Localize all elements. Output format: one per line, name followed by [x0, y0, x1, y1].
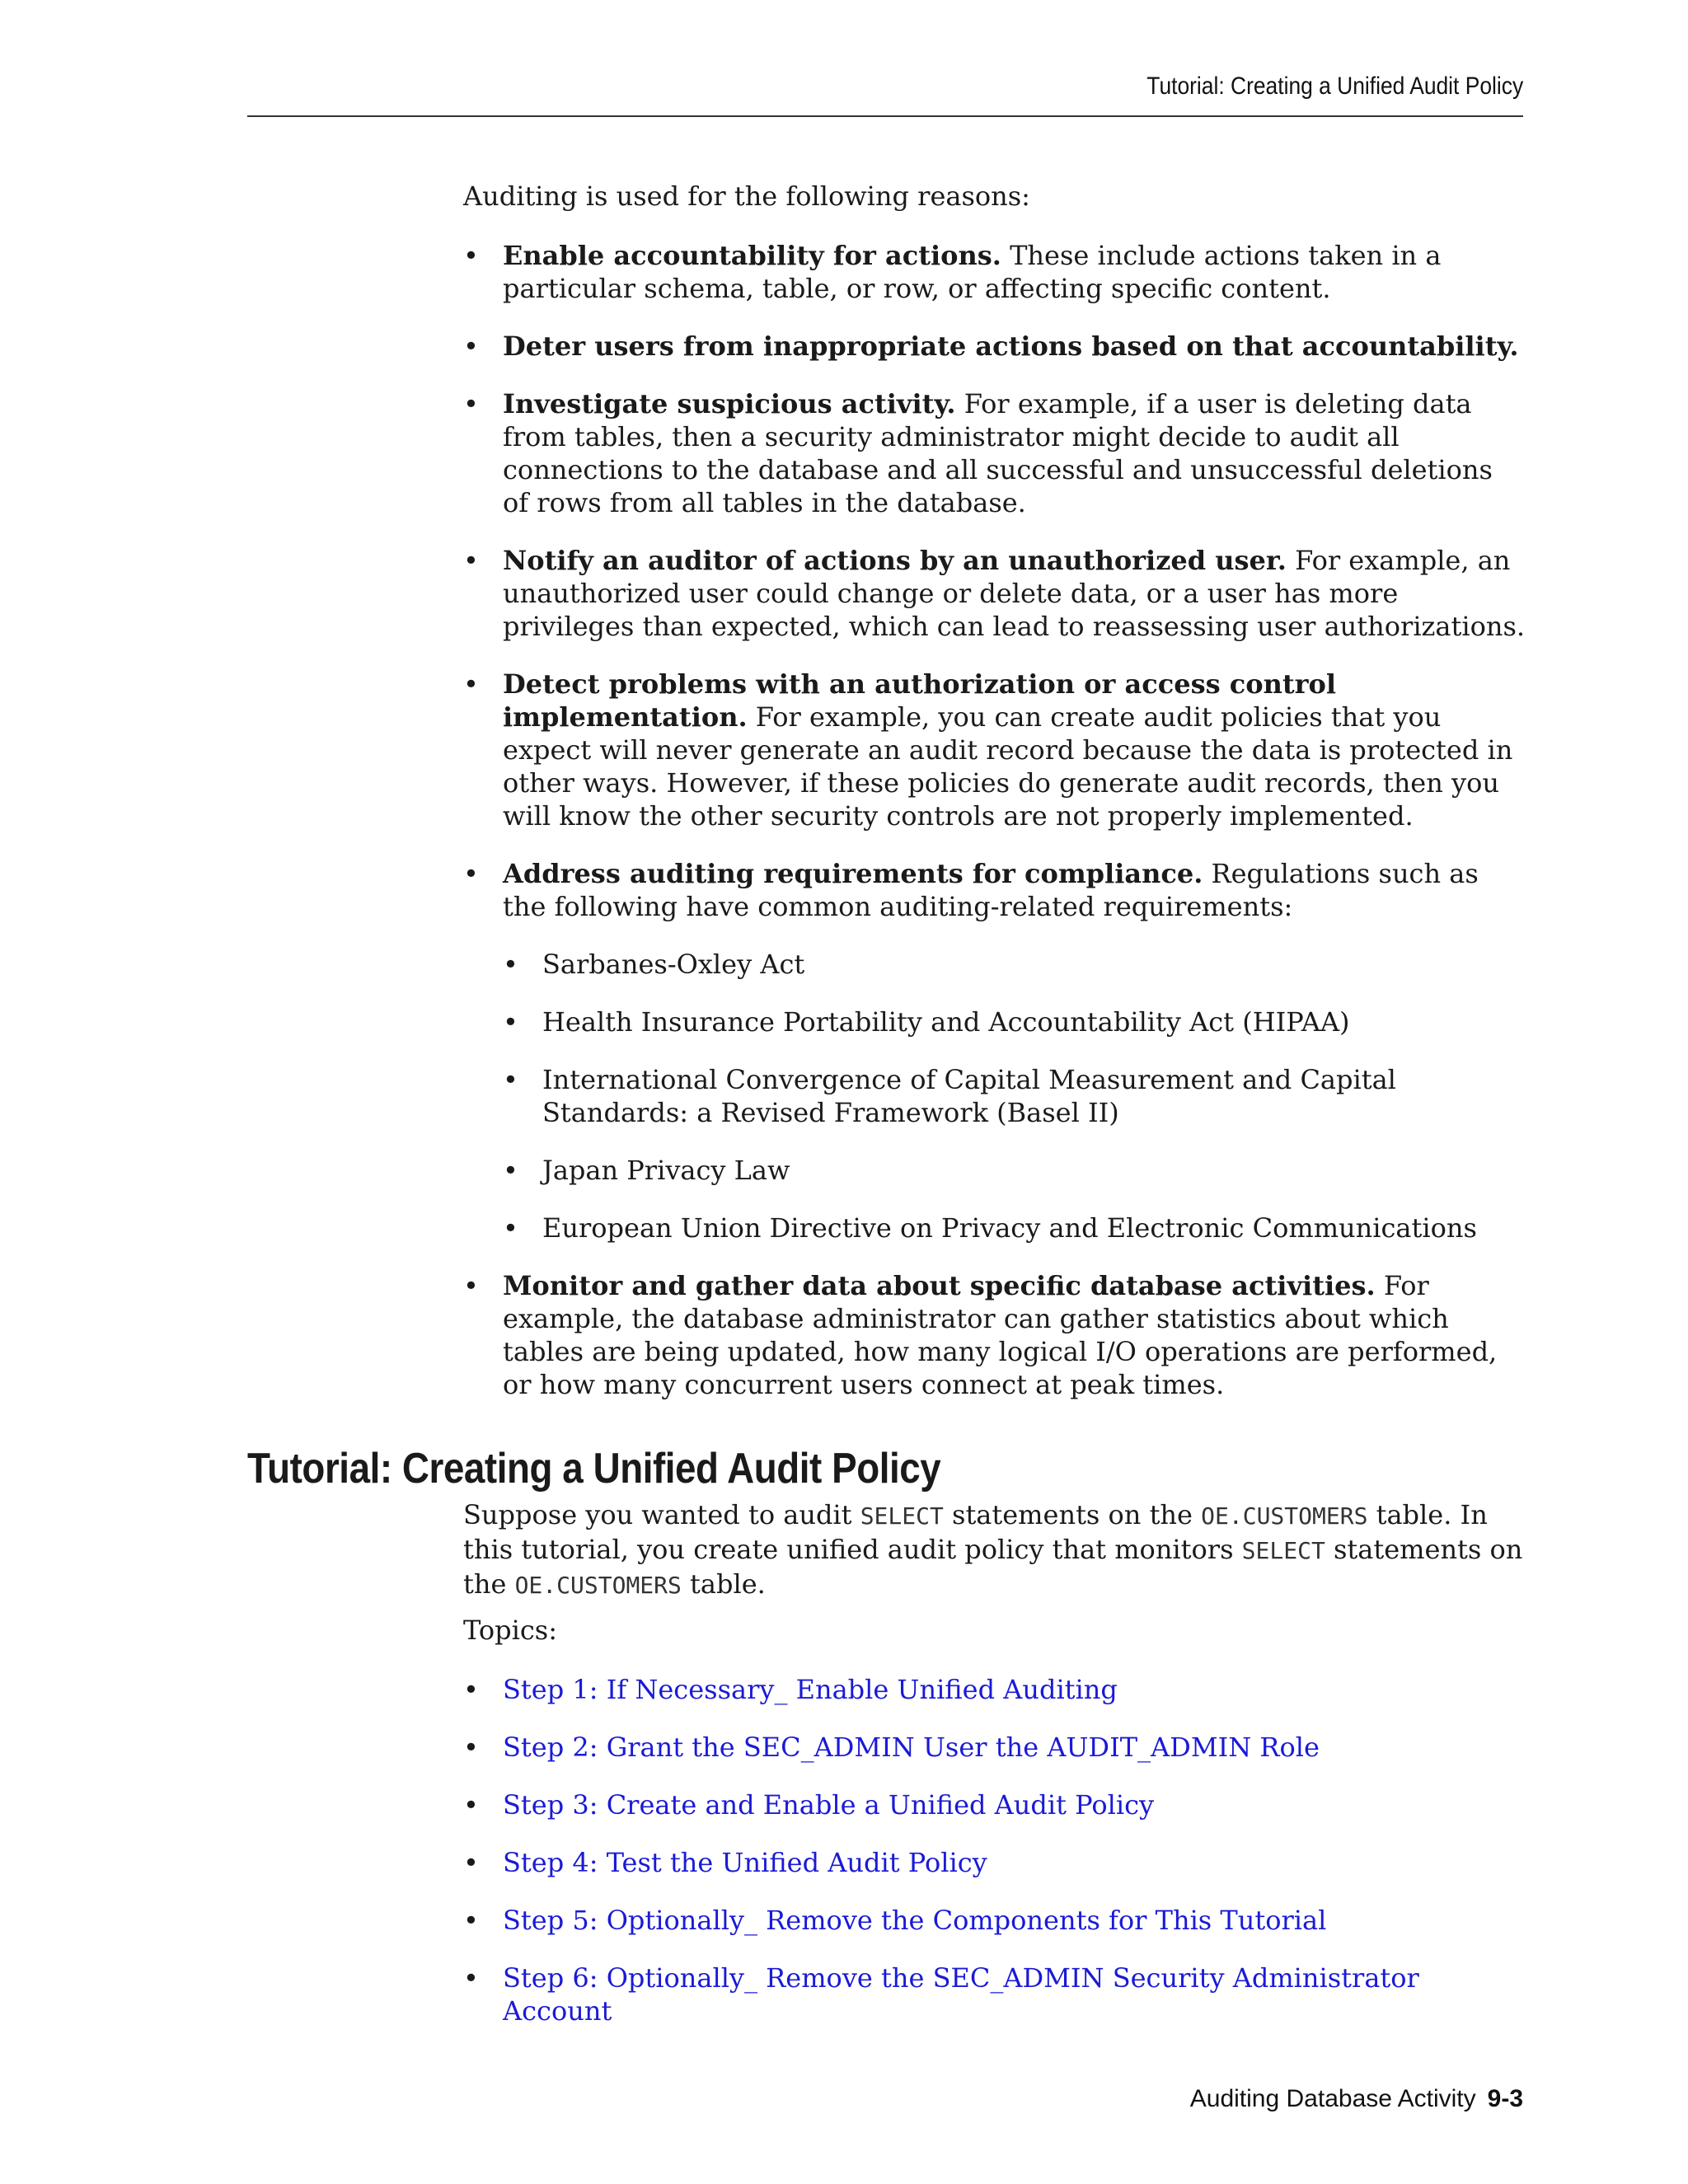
reason-title: Monitor and gather data about specific database activities. [503, 1270, 1376, 1301]
topic-item [463, 1961, 1526, 2027]
regulations-list [503, 948, 1526, 1244]
topic-item [463, 1904, 1526, 1937]
reason-title: Deter users from inappropriate actions based on that accountability. [503, 330, 1519, 362]
regulation-item: • European Union Directive on Privacy and Electronic Communications [503, 1212, 1526, 1244]
text-run: statements on the [943, 1499, 1202, 1530]
code-select: SELECT [860, 1502, 944, 1530]
regulation-item: • Health Insurance Portability and Accountability Act (HIPAA) [503, 1005, 1526, 1038]
reason-text: Regulations such as the following have common auditing-related requirements: [503, 858, 1479, 922]
topic-link-step-6[interactable]: Step 6: Optionally_ Remove the SEC_ADMIN Security Administrator Account [503, 1962, 1419, 2027]
tutorial-intro-paragraph [463, 1498, 1526, 1602]
topic-link-step-5[interactable]: Step 5: Optionally_ Remove the Components for This Tutorial [503, 1905, 1327, 1936]
reason-text: For example, if a user is deleting data from tables, then a security administrator might decide to audit all connections to the database and all successful and unsuccessful deletions of rows from all tables in the database. [503, 388, 1493, 518]
reason-title: Notify an auditor of actions by an unauthorized user. [503, 545, 1287, 576]
reason-title: Address auditing requirements for compliance. [503, 858, 1203, 889]
topic-link-step-3[interactable]: Step 3: Create and Enable a Unified Audit Policy [503, 1789, 1155, 1821]
list-item [463, 387, 1526, 519]
footer-chapter: Auditing Database Activity [1189, 2085, 1476, 2112]
reasons-list [463, 239, 1526, 1426]
topic-item [463, 1673, 1526, 1706]
regulation-item: • International Convergence of Capital Measurement and Capital Standards: a Revised Framework (Basel II) [503, 1063, 1526, 1129]
reason-title: Detect problems with an authorization or access control implementation. [503, 668, 1336, 733]
reason-text: For example, you can create audit policies that you expect will never generate an audit record because the data is protected in other ways. However, if these policies do generate audit records, then you will know the other security controls are not properly implemented. [503, 701, 1513, 832]
section-heading: Tutorial: Creating a Unified Audit Policy [247, 1445, 941, 1493]
text-run: table. [681, 1568, 766, 1600]
reason-title: Enable accountability for actions. [503, 240, 1001, 271]
topic-link-step-2[interactable]: Step 2: Grant the SEC_ADMIN User the AUDIT_ADMIN Role [503, 1732, 1320, 1763]
code-table-name: OE.CUSTOMERS [514, 1572, 682, 1599]
topic-item [463, 1788, 1526, 1821]
topic-item [463, 1846, 1526, 1879]
text-run: Suppose you wanted to audit [463, 1499, 860, 1530]
header-rule [247, 115, 1523, 117]
code-table-name: OE.CUSTOMERS [1201, 1502, 1368, 1530]
text-run: statements on the [463, 1534, 1523, 1600]
intro-paragraph: Auditing is used for the following reasons: [463, 180, 1030, 212]
reason-text: These include actions taken in a particular schema, table, or row, or affecting specific content. [503, 240, 1442, 304]
text-run: table. In this tutorial, you create unified audit policy that monitors [463, 1499, 1488, 1565]
list-item [463, 1269, 1526, 1401]
list-item [463, 239, 1526, 305]
reason-text: For example, an unauthorized user could change or delete data, or a user has more privileges than expected, which can lead to reassessing user authorizations. [503, 545, 1526, 642]
regulation-item: • Japan Privacy Law [503, 1154, 1526, 1187]
list-item [463, 668, 1526, 832]
page-number: 9-3 [1487, 2085, 1523, 2112]
reason-title: Investigate suspicious activity. [503, 388, 956, 419]
topic-item [463, 1731, 1526, 1764]
list-item [463, 857, 1526, 1244]
code-select: SELECT [1241, 1537, 1325, 1564]
topics-list [463, 1673, 1526, 2052]
topics-label: Topics: [463, 1615, 557, 1646]
regulation-item: • Sarbanes-Oxley Act [503, 948, 1526, 981]
topic-link-step-1[interactable]: Step 1: If Necessary_ Enable Unified Auditing [503, 1674, 1118, 1705]
running-header: Tutorial: Creating a Unified Audit Policy [1146, 73, 1523, 100]
list-item [463, 544, 1526, 643]
list-item [463, 330, 1526, 363]
page-footer [1190, 2085, 1523, 2113]
topic-link-step-4[interactable]: Step 4: Test the Unified Audit Policy [503, 1847, 987, 1878]
reason-text: For example, the database administrator can gather statistics about which tables are being updated, how many logical I/O operations are performed, or how many concurrent users connect at peak times. [503, 1270, 1498, 1400]
